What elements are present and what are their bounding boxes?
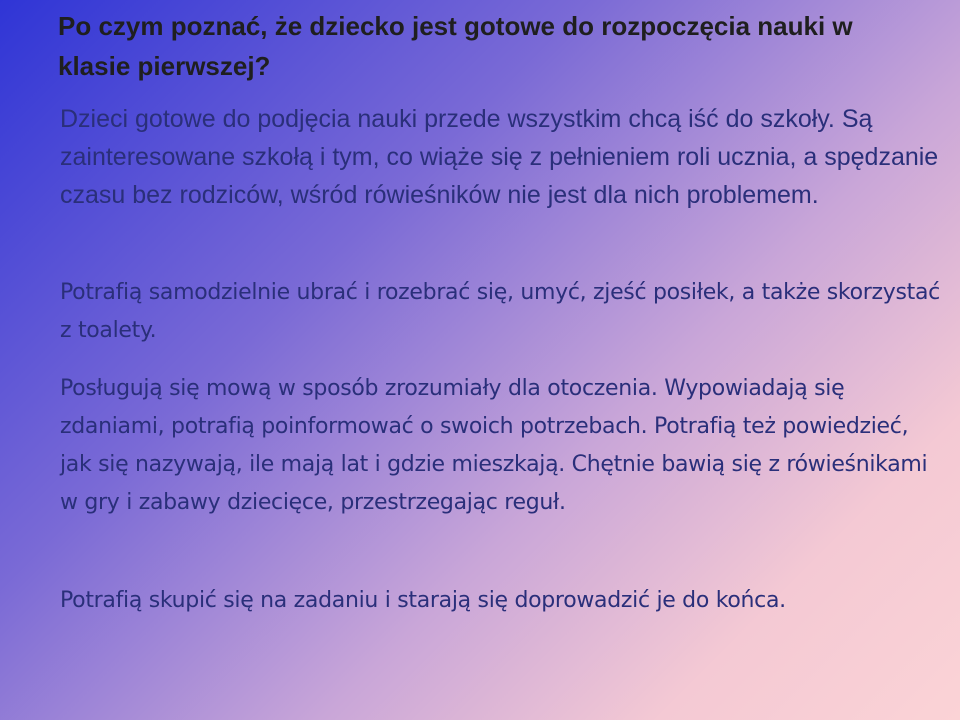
paragraph-readiness: Dzieci gotowe do podjęcia nauki przede wszystkim chcą iść do szkoły. Są zainteresowane szkołą i tym, co wiąże się z pełnieniem roli ucznia, a spędzanie czasu bez rodziców, wśród rówieśników nie jest dla nich problemem.	[60, 105, 939, 209]
paragraph-focus: Potrafią skupić się na zadaniu i starają się doprowadzić je do końca.	[60, 588, 786, 613]
paragraph-speech: Posługują się mową w sposób zrozumiały dla otoczenia. Wypowiadają się zdaniami, potrafią poinformować o swoich potrzebach. Potrafią też powiedzieć, jak się nazywają, ile mają lat i gdzie mieszkają. Chętnie bawią się z rówieśnikami w gry i zabawy dziecięce, przestrzegając reguł.	[60, 376, 928, 515]
slide-title: Po czym poznać, że dziecko jest gotowe do rozpoczęcia nauki w klasie pierwszej?	[58, 11, 853, 81]
paragraph-self-care: Potrafią samodzielnie ubrać i rozebrać się, umyć, zjeść posiłek, a także skorzystać z toalety.	[60, 280, 940, 343]
